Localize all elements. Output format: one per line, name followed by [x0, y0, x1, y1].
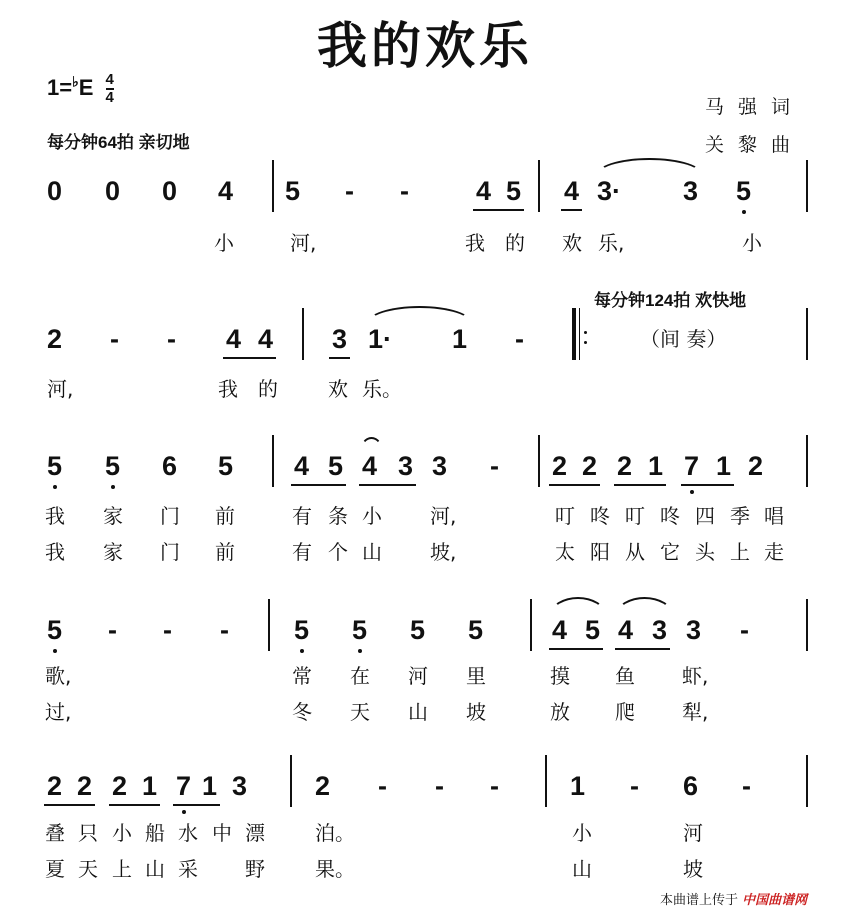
- barline: [806, 755, 808, 807]
- lyric-syllable: 我: [45, 540, 65, 564]
- time-top: 4: [105, 71, 114, 88]
- eighth-beam: [109, 804, 160, 806]
- barline: [806, 435, 808, 487]
- lyric-syllable: 四: [695, 504, 715, 528]
- note: 7: [176, 771, 192, 801]
- lyric-syllable: 船: [145, 821, 165, 845]
- note: 1: [648, 451, 664, 481]
- lyric-syllable: 歌,: [45, 664, 72, 688]
- lyric-syllable: 采: [178, 857, 198, 881]
- note: 2: [47, 771, 63, 801]
- lyric-syllable: 山: [572, 857, 592, 881]
- note: 4: [476, 176, 492, 206]
- barline: [272, 160, 274, 212]
- note: 2: [47, 324, 63, 354]
- note: 5: [105, 451, 121, 481]
- note: 1: [202, 771, 218, 801]
- dash-note: -: [435, 771, 444, 801]
- lyric-syllable: 夏: [45, 857, 65, 881]
- dash-note: -: [378, 771, 387, 801]
- lyric-syllable: 小: [362, 504, 382, 528]
- barline: [806, 160, 808, 212]
- lyric-syllable: 犁,: [682, 700, 709, 724]
- note: 2: [315, 771, 331, 801]
- note: 0: [47, 176, 63, 206]
- lyric-syllable: 在: [350, 664, 370, 688]
- lyric-syllable: 山: [408, 700, 428, 724]
- barline: [268, 599, 270, 651]
- lyric-syllable: 的: [258, 377, 278, 401]
- dash-note: -: [167, 324, 176, 354]
- note: 5: [47, 451, 63, 481]
- dash-note: -: [163, 615, 172, 645]
- eighth-beam: [173, 804, 220, 806]
- eighth-beam: [549, 484, 600, 486]
- barline: [538, 435, 540, 487]
- note: 2: [748, 451, 764, 481]
- lyric-syllable: 河,: [290, 231, 317, 255]
- note: 5: [294, 615, 310, 645]
- lyric-syllable: 常: [292, 664, 312, 688]
- time-bottom: 4: [105, 89, 114, 106]
- lyric-syllable: 从: [625, 540, 645, 564]
- note: 3: [683, 176, 699, 206]
- eighth-beam: [615, 648, 670, 650]
- note: 4: [218, 176, 234, 206]
- lyric-syllable: 上: [112, 857, 132, 881]
- lyric-syllable: 只: [78, 821, 98, 845]
- dash-note: -: [515, 324, 524, 354]
- eighth-beam: [614, 484, 666, 486]
- lyric-syllable: 家: [103, 504, 123, 528]
- lyricist-credit: 马强词: [705, 96, 805, 118]
- lyric-syllable: 咚: [660, 504, 680, 528]
- dash-note: -: [490, 771, 499, 801]
- dash-note: -: [220, 615, 229, 645]
- lyric-syllable: 前: [215, 504, 235, 528]
- dash-note: -: [630, 771, 639, 801]
- barline: [545, 755, 547, 807]
- slur: [366, 306, 473, 324]
- dash-note: -: [742, 771, 751, 801]
- flat-sign: ♭: [72, 73, 79, 90]
- lyric-syllable: 家: [103, 540, 123, 564]
- eighth-beam: [681, 484, 734, 486]
- lyric-syllable: 有: [292, 540, 312, 564]
- barline: [806, 599, 808, 651]
- lyric-syllable: 门: [160, 504, 180, 528]
- low-octave-dot: [111, 485, 115, 489]
- note: 5: [736, 176, 752, 206]
- lyric-syllable: 野: [245, 857, 265, 881]
- note: 5: [506, 176, 522, 206]
- lyric-syllable: 坡: [466, 700, 486, 724]
- low-octave-dot: [53, 485, 57, 489]
- lyric-syllable: 欢: [328, 377, 348, 401]
- barline: [272, 435, 274, 487]
- dash-note: -: [108, 615, 117, 645]
- lyric-syllable: 小: [572, 821, 592, 845]
- lyric-syllable: 爬: [615, 700, 635, 724]
- note: 5: [468, 615, 484, 645]
- note: 3·: [597, 176, 622, 206]
- lyric-syllable: 坡,: [430, 540, 457, 564]
- lyric-syllable: 我: [45, 504, 65, 528]
- note: 3: [686, 615, 702, 645]
- eighth-beam: [359, 484, 416, 486]
- lyric-syllable: 山: [362, 540, 382, 564]
- note: 5: [218, 451, 234, 481]
- lyric-syllable: 头: [695, 540, 715, 564]
- barline: [806, 308, 808, 360]
- lyric-syllable: 坡: [683, 857, 703, 881]
- key-note: E: [78, 74, 94, 100]
- tempo-marking-intro: 每分钟64拍 亲切地: [47, 133, 190, 152]
- note: 6: [162, 451, 178, 481]
- note: 3: [432, 451, 448, 481]
- lyric-syllable: 河,: [430, 504, 457, 528]
- note: 5: [47, 615, 63, 645]
- barline: [290, 755, 292, 807]
- lyric-syllable: 水: [178, 821, 198, 845]
- low-octave-dot: [742, 210, 746, 214]
- note: 5: [285, 176, 301, 206]
- note: 5: [328, 451, 344, 481]
- eighth-beam: [223, 357, 276, 359]
- lyric-syllable: 走: [764, 540, 784, 564]
- lyric-syllable: 阳: [590, 540, 610, 564]
- lyric-syllable: 乐。: [362, 377, 402, 401]
- note: 5: [585, 615, 601, 645]
- note: 5: [352, 615, 368, 645]
- lyric-syllable: 前: [215, 540, 235, 564]
- lyric-syllable: 河: [683, 821, 703, 845]
- repeat-barline-thin: [579, 308, 580, 360]
- lyric-syllable: 乐,: [598, 231, 625, 255]
- note: 2: [112, 771, 128, 801]
- lyric-syllable: 漂: [245, 821, 265, 845]
- repeat-dot: [584, 331, 587, 334]
- lyric-syllable: 果。: [315, 857, 355, 881]
- note: 1: [570, 771, 586, 801]
- lyric-syllable: 唱: [764, 504, 784, 528]
- note: 4: [258, 324, 274, 354]
- note: 6: [683, 771, 699, 801]
- note: 2: [552, 451, 568, 481]
- eighth-beam: [44, 804, 95, 806]
- lyric-syllable: 个: [328, 540, 348, 564]
- time-signature: [106, 72, 114, 106]
- lyric-syllable: 我: [465, 231, 485, 255]
- lyric-syllable: 有: [292, 504, 312, 528]
- note: 2: [582, 451, 598, 481]
- lyric-syllable: 小: [214, 231, 234, 255]
- footer-text: 本曲谱上传于: [660, 893, 739, 908]
- song-title: 我的欢乐: [317, 17, 533, 75]
- dash-note: -: [740, 615, 749, 645]
- note: 3: [232, 771, 248, 801]
- interlude-label: （间 奏）: [640, 327, 727, 351]
- note: 3: [398, 451, 414, 481]
- note: 1·: [368, 324, 393, 354]
- note: 2: [617, 451, 633, 481]
- slur: [550, 597, 606, 615]
- lyric-syllable: 季: [730, 504, 750, 528]
- note: 2: [77, 771, 93, 801]
- note: 4: [552, 615, 568, 645]
- key-prefix: 1=: [47, 74, 73, 100]
- lyric-syllable: 它: [660, 540, 680, 564]
- low-octave-dot: [53, 649, 57, 653]
- slur: [616, 597, 673, 615]
- lyric-syllable: 我: [218, 377, 238, 401]
- note: 4: [294, 451, 310, 481]
- note: 4: [226, 324, 242, 354]
- lyric-syllable: 天: [350, 700, 370, 724]
- footer-credit: [660, 889, 807, 908]
- dash-note: -: [490, 451, 499, 481]
- eighth-beam: [561, 209, 582, 211]
- dash-note: -: [110, 324, 119, 354]
- lyric-syllable: 小: [742, 231, 762, 255]
- lyric-syllable: 过,: [45, 700, 72, 724]
- lyric-syllable: 上: [730, 540, 750, 564]
- lyric-syllable: 摸: [550, 664, 570, 688]
- note: 4: [362, 451, 378, 481]
- dash-note: -: [400, 176, 409, 206]
- lyric-syllable: 叮: [555, 504, 575, 528]
- lyric-syllable: 的: [505, 231, 525, 255]
- lyric-syllable: 山: [145, 857, 165, 881]
- site-logo: 中国曲谱网: [742, 893, 808, 908]
- note: 1: [716, 451, 732, 481]
- barline: [538, 160, 540, 212]
- low-octave-dot: [690, 490, 694, 494]
- low-octave-dot: [358, 649, 362, 653]
- repeat-barline-thick: [572, 308, 576, 360]
- lyric-syllable: 放: [550, 700, 570, 724]
- lyric-syllable: 泊。: [315, 821, 355, 845]
- lyric-syllable: 天: [78, 857, 98, 881]
- note: 1: [452, 324, 468, 354]
- lyric-syllable: 河: [408, 664, 428, 688]
- lyric-syllable: 河,: [47, 377, 74, 401]
- composer-credit: 关黎曲: [705, 134, 805, 156]
- dash-note: -: [345, 176, 354, 206]
- lyric-syllable: 咚: [590, 504, 610, 528]
- lyric-syllable: 里: [466, 664, 486, 688]
- lyric-syllable: 欢: [562, 231, 582, 255]
- repeat-dot: [584, 341, 587, 344]
- lyric-syllable: 小: [112, 821, 132, 845]
- lyric-syllable: 叠: [45, 821, 65, 845]
- note: 1: [142, 771, 158, 801]
- barline: [530, 599, 532, 651]
- lyric-syllable: 叮: [625, 504, 645, 528]
- note: 4: [618, 615, 634, 645]
- slur: [360, 437, 383, 451]
- lyric-syllable: 门: [160, 540, 180, 564]
- lyric-syllable: 中: [212, 821, 232, 845]
- lyric-syllable: 虾,: [682, 664, 709, 688]
- note: 3: [652, 615, 668, 645]
- note: 7: [684, 451, 700, 481]
- key-signature: [47, 72, 114, 106]
- lyric-syllable: 鱼: [615, 664, 635, 688]
- note: 0: [105, 176, 121, 206]
- note: 4: [564, 176, 580, 206]
- tempo-marking-main: 每分钟124拍 欢快地: [594, 291, 747, 310]
- eighth-beam: [329, 357, 350, 359]
- note: 0: [162, 176, 178, 206]
- eighth-beam: [549, 648, 603, 650]
- note: 5: [410, 615, 426, 645]
- low-octave-dot: [182, 810, 186, 814]
- eighth-beam: [291, 484, 346, 486]
- eighth-beam: [473, 209, 524, 211]
- note: 3: [332, 324, 348, 354]
- barline: [302, 308, 304, 360]
- lyric-syllable: 太: [555, 540, 575, 564]
- slur: [595, 158, 704, 176]
- lyric-syllable: 冬: [292, 700, 312, 724]
- lyric-syllable: 条: [328, 504, 348, 528]
- low-octave-dot: [300, 649, 304, 653]
